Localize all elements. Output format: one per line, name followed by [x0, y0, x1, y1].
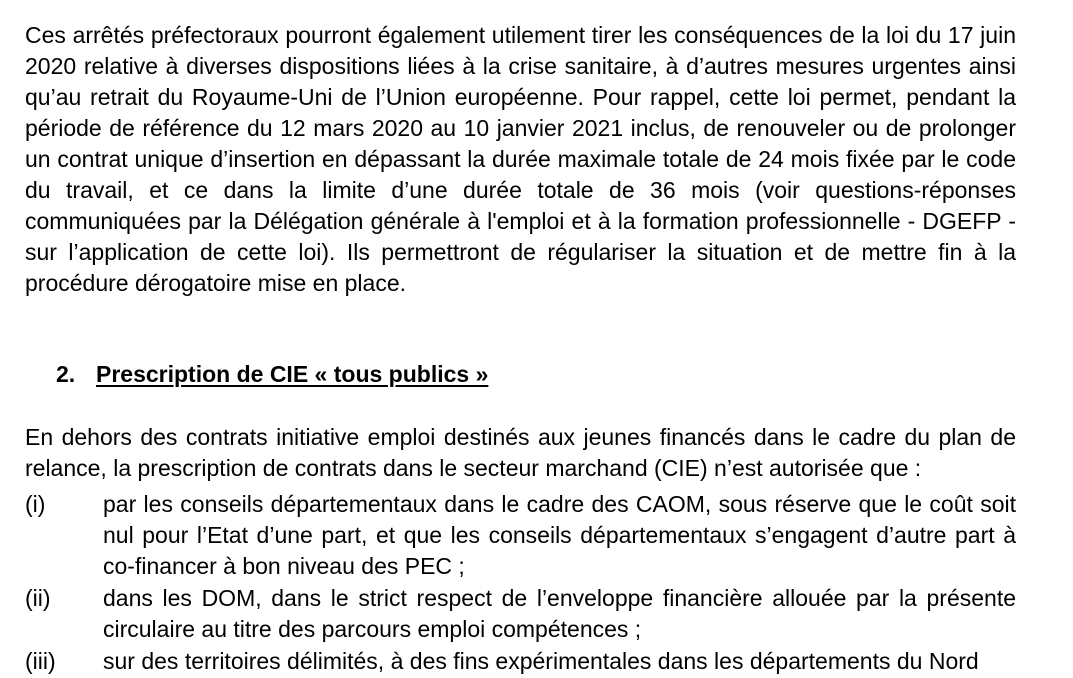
- section-title: Prescription de CIE « tous publics »: [96, 361, 489, 387]
- list-marker: (i): [25, 491, 46, 517]
- list-marker: (ii): [25, 585, 51, 611]
- list-item: [25, 583, 1016, 645]
- list-item-text: sur des territoires délimités, à des fins expérimentales dans les départements du Nord: [103, 648, 979, 674]
- list-marker: (iii): [25, 648, 56, 674]
- list-item: [25, 646, 1016, 677]
- section-heading: [56, 359, 956, 390]
- section-number: 2.: [56, 361, 76, 387]
- list-item: [25, 489, 1016, 582]
- paragraph-cie-intro: En dehors des contrats initiative emploi destinés aux jeunes financés dans le cadre du plan de relance, la prescription de contrats dans le secteur marchand (CIE) n’est autorisée que :: [25, 424, 1016, 481]
- list-item-text: dans les DOM, dans le strict respect de l’enveloppe financière allouée par la présente circulaire au titre des parcours emploi compétences ;: [103, 585, 1016, 642]
- conditions-list: [25, 489, 1016, 678]
- paragraph-prefectoral-orders: Ces arrêtés préfectoraux pourront également utilement tirer les conséquences de la loi du 17 juin 2020 relative à diverses dispositions liées à la crise sanitaire, à d’autres mesures urgentes ainsi qu’au retrait du Royaume-Uni de l’Union européenne. Pour rappel, cette loi permet, pendant la période de référence du 12 mars 2020 au 10 janvier 2021 inclus, de renouveler ou de prolonger un contrat unique d’insertion en dépassant la durée maximale totale de 24 mois fixée par le code du travail, et ce dans la limite d’une durée totale de 36 mois (voir questions-réponses communiquées par la Délégation générale à l'emploi et à la formation professionnelle - DGEFP - sur l’application de cette loi). Ils permettront de régulariser la situation et de mettre fin à la procédure dérogatoire mise en place.: [25, 22, 1016, 296]
- list-item-text: par les conseils départementaux dans le cadre des CAOM, sous réserve que le coût soit nul pour l’Etat d’une part, et que les conseils départementaux s’engagent d’autre part à co-financer à bon niveau des PEC ;: [103, 491, 1016, 579]
